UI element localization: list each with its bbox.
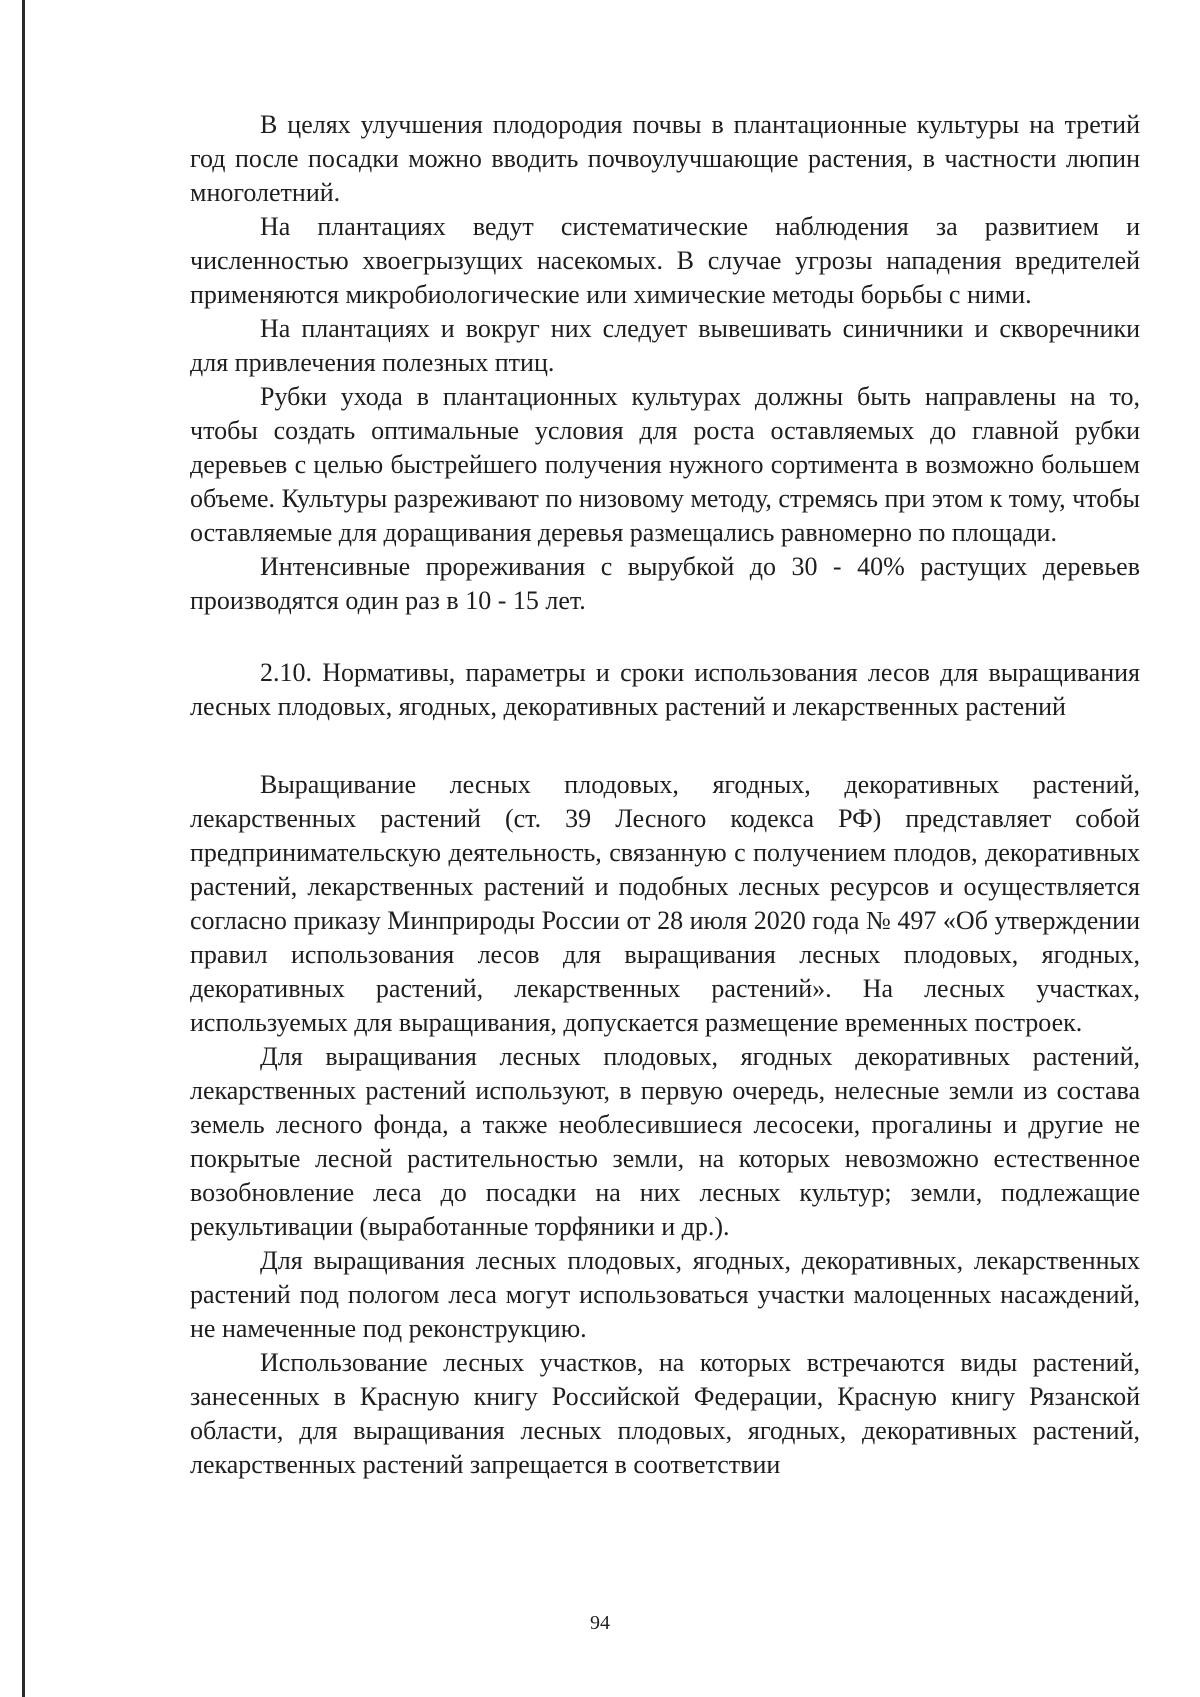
page-number: 94 bbox=[590, 1612, 610, 1634]
paragraph-land-use: Для выращивания лесных плодовых, ягодных декоративных растений, лекарственных растений используют, в первую очередь, нелесные земли из состава земель лесного фонда, а также необлесившиеся лесосеки, прогалины и другие не покрытые лесной растительностью земли, на которых невозможно естественное возобновление леса до посадки на них лесных культур; земли, подлежащие рекультивации (выработанные торфяники и др.). bbox=[190, 1042, 1140, 1241]
paragraph-canopy-plots: Для выращивания лесных плодовых, ягодных, декоративных, лекарственных растений под пологом леса могут использоваться участки малоценных насаждений, не намеченные под реконструкцию. bbox=[190, 1246, 1140, 1343]
paragraph-cultivation-definition: Выращивание лесных плодовых, ягодных, декоративных растений, лекарственных растений (ст. 39 Лесного кодекса РФ) представляет собой предпринимательскую деятельность, связанную с получением плодов, декоративных растений, лекарственных растений и подобных лесных ресурсов и осуществляется согласно приказу Минприроды России от 28 июля 2020 года № 497 «Об утверждении правил использования лесов для выращивания лесных плодовых, ягодных, декоративных растений, лекарственных растений». На лесных участках, используемых для выращивания, допускается размещение временных построек. bbox=[190, 770, 1140, 1037]
paragraph-thinning: Рубки ухода в плантационных культурах должны быть направлены на то, чтобы создать оптимальные условия для роста оставляемых до главной рубки деревьев с целью быстрейшего получения нужного сортимента в возможно большем объеме. Культуры разреживают по низовому методу, стремясь при этом к тому, чтобы оставляемые для доращивания деревья размещались равномерно по площади. bbox=[190, 382, 1140, 547]
section-heading: 2.10. Нормативы, параметры и сроки использования лесов для выращивания лесных плодовых, ягодных, декоративных растений и лекарственных растений bbox=[190, 658, 1140, 721]
paragraph-red-book: Использование лесных участков, на которых встречаются виды растений, занесенных в Красную книгу Российской Федерации, Красную книгу Рязанской области, для выращивания лесных плодовых, ягодных, декоративных растений, лекарственных растений запрещается в соответствии bbox=[190, 1348, 1140, 1479]
paragraph-birdhouses: На плантациях и вокруг них следует вывешивать синичники и скворечники для привлечения полезных птиц. bbox=[190, 314, 1140, 377]
document-page bbox=[190, 108, 1140, 1482]
paragraph-insect-monitoring: На плантациях ведут систематические наблюдения за развитием и численностью хвоегрызущих насекомых. В случае угрозы нападения вредителей применяются микробиологические или химические методы борьбы с ними. bbox=[190, 212, 1140, 309]
paragraph-intensive-thinning: Интенсивные прореживания с вырубкой до 30 - 40% растущих деревьев производятся один раз в 10 - 15 лет. bbox=[190, 552, 1140, 615]
scan-left-edge bbox=[22, 0, 25, 1697]
paragraph-soil-fertility: В целях улучшения плодородия почвы в плантационные культуры на третий год после посадки можно вводить почвоулучшающие растения, в частности люпин многолетний. bbox=[190, 110, 1140, 207]
